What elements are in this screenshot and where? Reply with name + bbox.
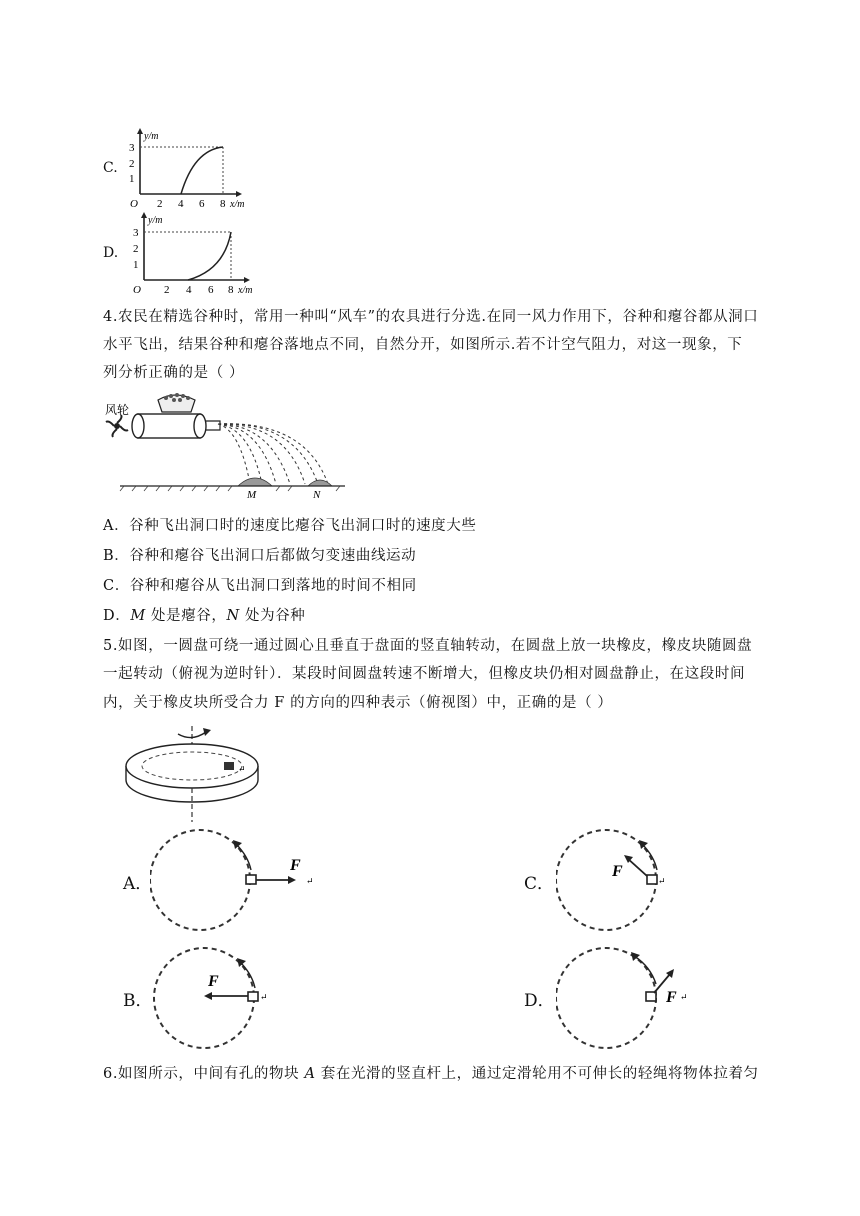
q5-option-d-label[interactable]: D． [524,991,555,1011]
q4-option-d[interactable] [103,604,305,625]
q6-stem-line1 [103,1062,759,1083]
q4-option-b[interactable] [103,544,416,565]
option-label: D． [103,608,131,624]
outlet [206,421,220,430]
q6-var-a: A [304,1066,316,1082]
q5-option-c-label[interactable]: C． [524,874,555,894]
force-label: F [208,973,219,990]
fan-label: 风轮 [105,403,130,417]
x-tick-8: 8 [228,284,234,296]
return-mark: ↵ [306,876,314,886]
fan-wheel-icon [106,415,128,437]
mark-m: M [247,489,257,500]
option-var-n: N [226,608,240,624]
force-label: F [666,989,677,1006]
pile-n [308,480,332,486]
y-tick-2: 2 [129,158,135,170]
x-tick-4: 4 [186,284,192,296]
q5-option-d-diagram [556,944,706,1054]
option-text-1: 处是瘪谷， [145,608,227,624]
y-axis-label: y/m [144,131,159,142]
q4-stem-line2: 水平飞出，结果谷种和瘪谷落地点不同，自然分开，如图所示.若不计空气阻力，对这一现象，下 [103,337,743,353]
q3-option-d-label: D. [103,245,119,261]
q5-option-a-diagram [150,826,325,936]
x-tick-6: 6 [208,284,214,296]
path-circle [556,948,656,1048]
x-tick-8: 8 [220,198,226,210]
trajectory-curve [181,147,223,194]
machine-body [138,414,200,438]
option-label: B． [103,548,130,564]
q4-option-c[interactable] [103,574,417,595]
eraser-block [248,992,258,1001]
mark-n: N [313,489,321,500]
return-mark: ↵ [658,876,666,886]
return-mark: ↵ [680,992,688,1002]
q5-rotating-disc-figure [118,722,278,824]
q6-text-2: 套在光滑的竖直杆上，通过定滑轮用不可伸长的轻绳将物体拉着匀 [315,1066,759,1082]
y-axis-label: y/m [148,215,163,226]
y-tick-3: 3 [129,142,135,154]
eraser-block [647,875,657,884]
q3-option-c-graph [124,128,254,210]
y-tick-2: 2 [133,243,139,255]
x-tick-2: 2 [164,284,170,296]
trajectory-curve [188,232,231,280]
y-tick-3: 3 [133,227,139,239]
origin-label: O [133,284,141,296]
q3-option-d-graph [124,212,264,296]
option-text-2: 处为谷种 [239,608,306,624]
q5-option-b-label[interactable]: B． [123,991,153,1011]
grain-trajectories [218,424,328,484]
x-axis-label: x/m [230,199,245,210]
q4-stem-line1: 4.农民在精选谷种时，常用一种叫“风车”的农具进行分选.在同一风力作用下，谷种和瘪谷都从洞口 [103,309,759,325]
eraser-block [246,875,256,884]
q4-winnowing-figure [100,388,350,500]
q4-stem-line3: 列分析正确的是（ ） [103,365,245,381]
option-text: 谷种和瘪谷从飞出洞口到落地的时间不相同 [129,578,417,594]
q5-stem-line2: 一起转动（俯视为逆时针）．某段时间圆盘转速不断增大，但橡皮块仍相对圆盘静止，在这段时间 [103,666,746,682]
x-tick-4: 4 [178,198,184,210]
force-label: F [612,863,623,880]
option-var-m: M [130,608,146,624]
x-axis-label: x/m [238,285,253,296]
y-tick-1: 1 [133,259,139,271]
option-text: 谷种飞出洞口时的速度比瘪谷飞出洞口时的速度大些 [129,518,477,534]
option-label: A． [103,518,130,534]
return-mark: ↵ [260,992,268,1002]
q3-option-c-label: C. [103,160,118,176]
q4-option-a[interactable] [103,514,476,535]
rotation-arrow [634,956,656,984]
return-mark: ↵ [238,764,246,774]
q5-stem-line3: 内，关于橡皮块所受合力 F 的方向的四种表示（俯视图）中，正确的是（ ） [103,695,613,711]
force-label: F [290,857,301,874]
eraser-block [224,762,234,770]
force-arrow [627,858,647,876]
q5-stem-line1: 5.如图，一圆盘可绕一通过圆心且垂直于盘面的竖直轴转动，在圆盘上放一块橡皮，橡皮块随圆盘 [103,638,753,654]
x-tick-6: 6 [199,198,205,210]
q5-option-a-label[interactable]: A． [123,874,153,894]
option-label: C． [103,578,130,594]
origin-label: O [130,198,138,210]
q6-text-1: 6.如图所示，中间有孔的物块 [103,1066,305,1082]
y-tick-1: 1 [129,173,135,185]
pile-m [238,478,272,486]
q5-option-b-diagram [150,944,280,1054]
q5-option-c-diagram [556,826,676,936]
option-text: 谷种和瘪谷飞出洞口后都做匀变速曲线运动 [129,548,417,564]
x-tick-2: 2 [157,198,163,210]
